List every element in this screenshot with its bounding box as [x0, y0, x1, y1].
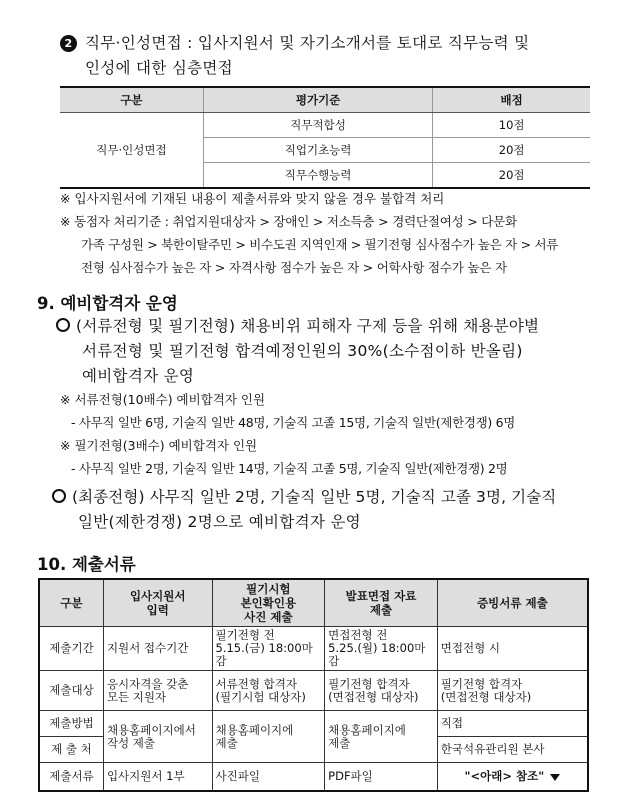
cell-text: (면접전형 대상자) [440, 689, 532, 704]
docs-evidence [437, 763, 588, 791]
reference-mark-icon: ※ [60, 191, 71, 206]
method-application [103, 711, 212, 763]
docs-photo: 사진파일 [212, 763, 325, 791]
section-9-p1-line-2: 서류전형 및 필기전형 합격예정인원의 30%(소수점이하 반올림) [82, 342, 523, 360]
circle-bullet-icon [56, 318, 70, 332]
period-application: 지원서 접수기간 [103, 627, 212, 671]
section-9-sub-2-detail: - 사무직 일반 2명, 기술직 일반 14명, 기술직 고졸 5명, 기술직 일반(제한경쟁) 2명 [71, 461, 508, 476]
arrow-down-icon [550, 774, 560, 781]
header-text: 본인확인용 [240, 596, 297, 610]
table1-category-cell: 직무·인성면접 [60, 113, 203, 189]
table1-score: 10점 [433, 113, 590, 138]
header-text: 발표면접 자료 [345, 589, 417, 603]
cell-text: 필기전형 합격자 [328, 676, 410, 691]
circle-bullet-icon [52, 489, 66, 503]
note-2-line-3: 전형 심사점수가 높은 자 > 자격사항 점수가 높은 자 > 어학사항 점수가 높은 자 [81, 260, 507, 275]
sub-2-title-text: 필기전형(3배수) 예비합격자 인원 [74, 438, 258, 453]
table2-header-photo [212, 579, 325, 627]
table2-header-presentation [325, 579, 438, 627]
method-evidence: 직접 [437, 711, 588, 737]
period-evidence: 면접전형 시 [437, 627, 588, 671]
table1-header-criterion: 평가기준 [203, 87, 432, 113]
section-9-p1-line-1 [56, 314, 539, 338]
cell-text: 제출 [215, 735, 238, 750]
cell-text: 제출 [328, 735, 351, 750]
docs-application: 입사지원서 1부 [103, 763, 212, 791]
section-9-p1-text-1: (서류전형 및 필기전형) 채용비위 피해자 구제 등을 위해 채용분야별 [76, 317, 540, 335]
cell-text: 5.25.(월) 18:00마감 [328, 641, 426, 668]
header-text: 입사지원서 [129, 589, 186, 603]
note-2-line-1 [60, 212, 517, 232]
cell-text: 채용홈페이지에 [215, 722, 294, 737]
cell-text: (면접전형 대상자) [328, 689, 419, 704]
cell-text: (필기시험 대상자) [215, 689, 306, 704]
table1-score: 20점 [433, 138, 590, 163]
table1-header-score: 배점 [433, 87, 590, 113]
row-label-docs: 제출서류 [39, 763, 103, 791]
header-text: 사진 제출 [244, 610, 293, 624]
cell-text: 5.15.(금) 18:00마감 [215, 641, 313, 668]
table1-header-category: 구분 [60, 87, 203, 113]
cell-text: 면접전형 전 [328, 628, 388, 642]
table1-criterion: 직무수행능력 [203, 163, 432, 189]
place-evidence: 한국석유관리원 본사 [437, 737, 588, 763]
cell-text: 서류전형 합격자 [215, 676, 297, 691]
interview-criteria-table [60, 86, 590, 189]
row-label-place: 제 출 처 [39, 737, 103, 763]
note-1-text: 입사지원서에 기재된 내용이 제출서류와 맞지 않을 경우 불합격 처리 [74, 191, 445, 206]
row-label-period: 제출기간 [39, 627, 103, 671]
header-text: 제출 [369, 603, 393, 617]
period-presentation [325, 627, 438, 671]
reference-mark-icon: ※ [60, 392, 71, 407]
section-9-sub-1-detail: - 사무직 일반 6명, 기술직 일반 48명, 기술직 고졸 15명, 기술직 일반(제한경쟁) 6명 [71, 415, 516, 430]
cell-text: 작성 제출 [106, 735, 156, 750]
cell-text: 채용홈페이지에서 [106, 722, 196, 737]
submission-documents-table [38, 578, 589, 792]
cell-text: 모든 지원자 [106, 689, 167, 704]
docs-presentation: PDF파일 [325, 763, 438, 791]
target-presentation [325, 671, 438, 711]
see-below-text: "<아래> 참조" [464, 768, 545, 783]
table2-header-category: 구분 [39, 579, 103, 627]
reference-mark-icon: ※ [60, 214, 71, 229]
header-text: 입력 [146, 603, 169, 617]
reference-mark-icon: ※ [60, 438, 71, 453]
section-9-sub-2-title [60, 436, 257, 456]
section-9-p1-line-3: 예비합격자 운영 [82, 367, 195, 385]
cell-text: 필기전형 합격자 [440, 676, 523, 691]
target-evidence [437, 671, 588, 711]
note-2-line-2: 가족 구성원 > 북한이탈주민 > 비수도권 지역인재 > 필기전형 심사점수가 높은 자 > 서류 [81, 237, 559, 252]
table1-criterion: 직업기초능력 [203, 138, 432, 163]
table2-header-evidence: 증빙서류 제출 [437, 579, 588, 627]
target-photo [212, 671, 325, 711]
section-9-p2-text-1: (최종전형) 사무직 일반 2명, 기술직 일반 5명, 기술직 고졸 3명, 기술직 [72, 488, 557, 506]
section-10-title: 10. 제출서류 [37, 555, 136, 574]
note-1 [60, 189, 444, 209]
table2-header-application [103, 579, 212, 627]
cell-text: 응시자격을 갖춘 [106, 676, 189, 691]
section-2-line-1 [60, 31, 529, 55]
method-photo [212, 711, 325, 763]
section-9-title: 9. 예비합격자 운영 [37, 294, 178, 313]
method-presentation [325, 711, 438, 763]
sub-1-title-text: 서류전형(10배수) 예비합격자 인원 [74, 392, 266, 407]
row-label-target: 제출대상 [39, 671, 103, 711]
period-photo [212, 627, 325, 671]
section-9-p2-line-1 [52, 485, 556, 509]
section-9-sub-1-title [60, 390, 265, 410]
header-text: 필기시험 [246, 582, 291, 596]
section-2-line-2: 인성에 대한 심층면접 [85, 59, 233, 77]
section-2-text-1: 직무·인성면접 : 입사지원서 및 자기소개서를 토대로 직무능력 및 [85, 34, 530, 52]
table1-score: 20점 [433, 163, 590, 189]
note-2-text-1: 동점자 처리기준 : 취업지원대상자 > 장애인 > 저소득층 > 경력단절여성 > 다문화 [74, 214, 517, 229]
row-label-method: 제출방법 [39, 711, 103, 737]
cell-text: 채용홈페이지에 [328, 722, 406, 737]
section-9-p2-line-2: 일반(제한경쟁) 2명으로 예비합격자 운영 [78, 513, 361, 531]
cell-text: 필기전형 전 [215, 628, 275, 642]
target-application [103, 671, 212, 711]
numbered-marker-icon: 2 [60, 35, 77, 52]
table1-criterion: 직무적합성 [203, 113, 432, 138]
